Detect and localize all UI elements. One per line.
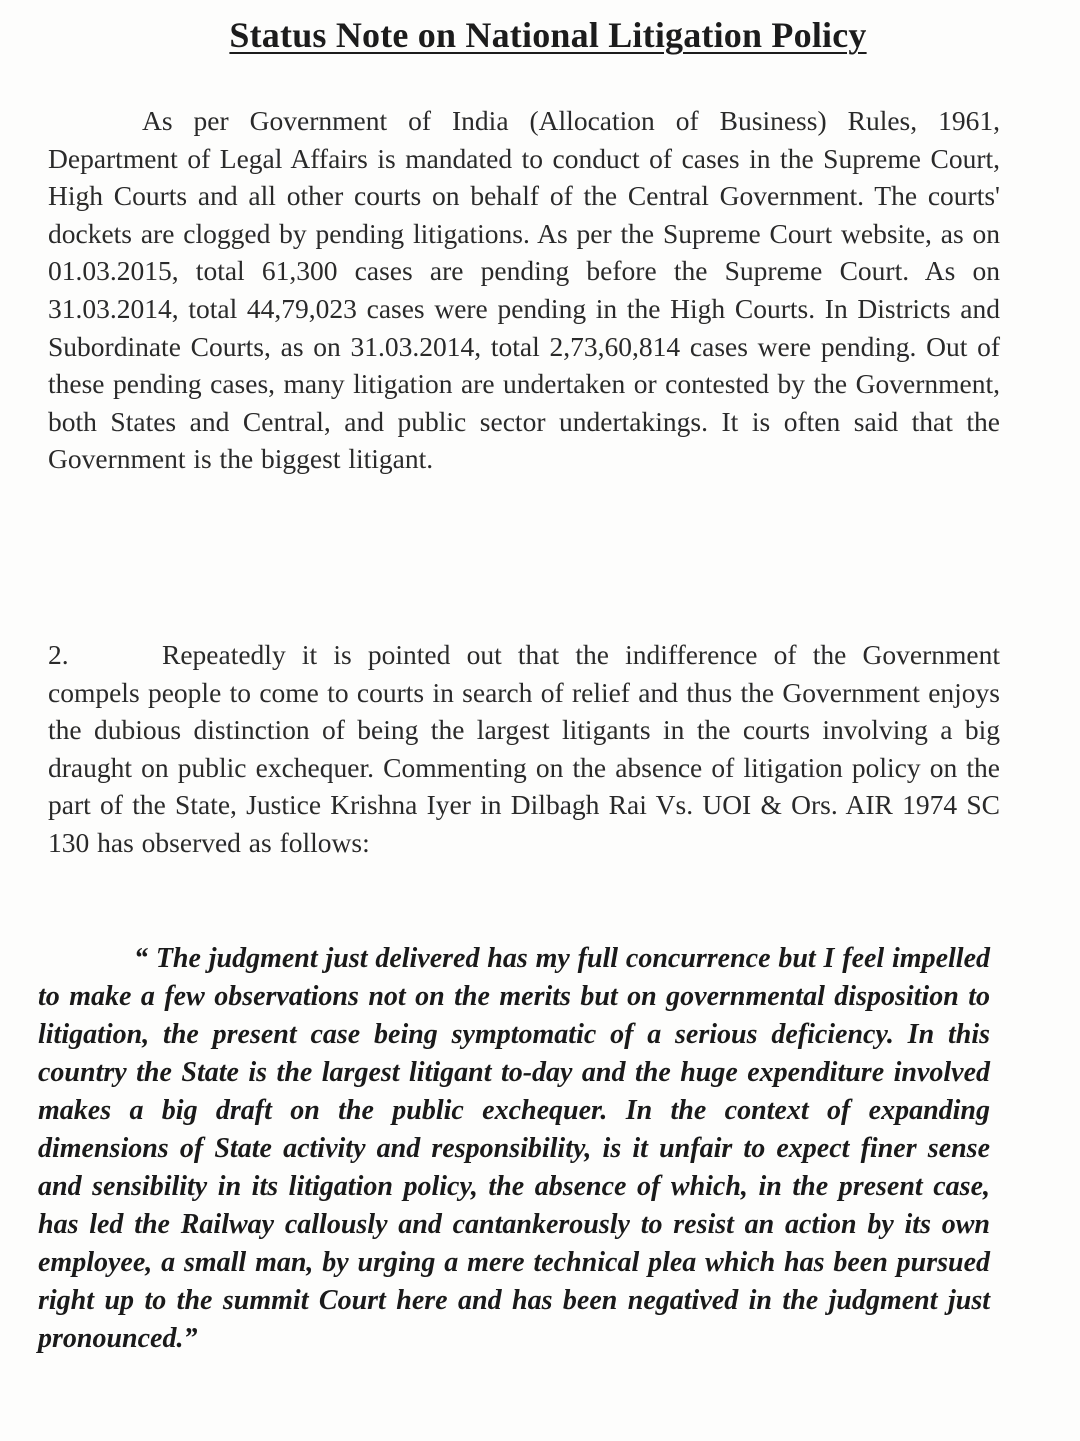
paragraph-2-text: Repeatedly it is pointed out that the indifference of the Government compels people to come to courts in search of relief and thus the Government enjoys the dubious distinction of being the largest litigants in the courts involving a big draught on public exchequer. Commenting on the absence of litigation policy on the part of the State, Justice Krishna Iyer in Dilbagh Rai Vs. UOI & Ors. AIR 1974 SC 130 has observed as follows: <box>48 639 1000 858</box>
paragraph-1: As per Government of India (Allocation of Business) Rules, 1961, Department of Legal Affairs is mandated to conduct of cases in the Supreme Court, High Courts and all other courts on behalf of the Central Government. The courts' dockets are clogged by pending litigations. As per the Supreme Court website, as on 01.03.2015, total 61,300 cases are pending before the Supreme Court. As on 31.03.2014, total 44,79,023 cases were pending in the High Courts. In Districts and Subordinate Courts, as on 31.03.2014, total 2,73,60,814 cases were pending. Out of these pending cases, many litigation are undertaken or contested by the Government, both States and Central, and public sector undertakings. It is often said that the Government is the biggest litigant. <box>48 105 1000 475</box>
paragraph-2 <box>48 636 1000 862</box>
paragraph-2-number: 2. <box>48 639 69 670</box>
document-title: Status Note on National Litigation Policy <box>229 15 867 55</box>
judgment-quote: “ The judgment just delivered has my full concurrence but I feel impelled to make a few observations not on the merits but on governmental disposition to litigation, the present case being symptomatic of a serious deficiency. In this country the State is the largest litigant to-day and the huge expenditure involved makes a big draft on the public exchequer. In the context of expanding dimensions of State activity and responsibility, is it unfair to expect finer sense and sensibility in its litigation policy, the absence of which, in the present case, has led the Railway callously and cantankerously to resist an action by its own employee, a small man, by urging a mere technical plea which has been pursued right up to the summit Court here and has been negatived in the judgment just pronounced.” <box>38 943 990 1354</box>
